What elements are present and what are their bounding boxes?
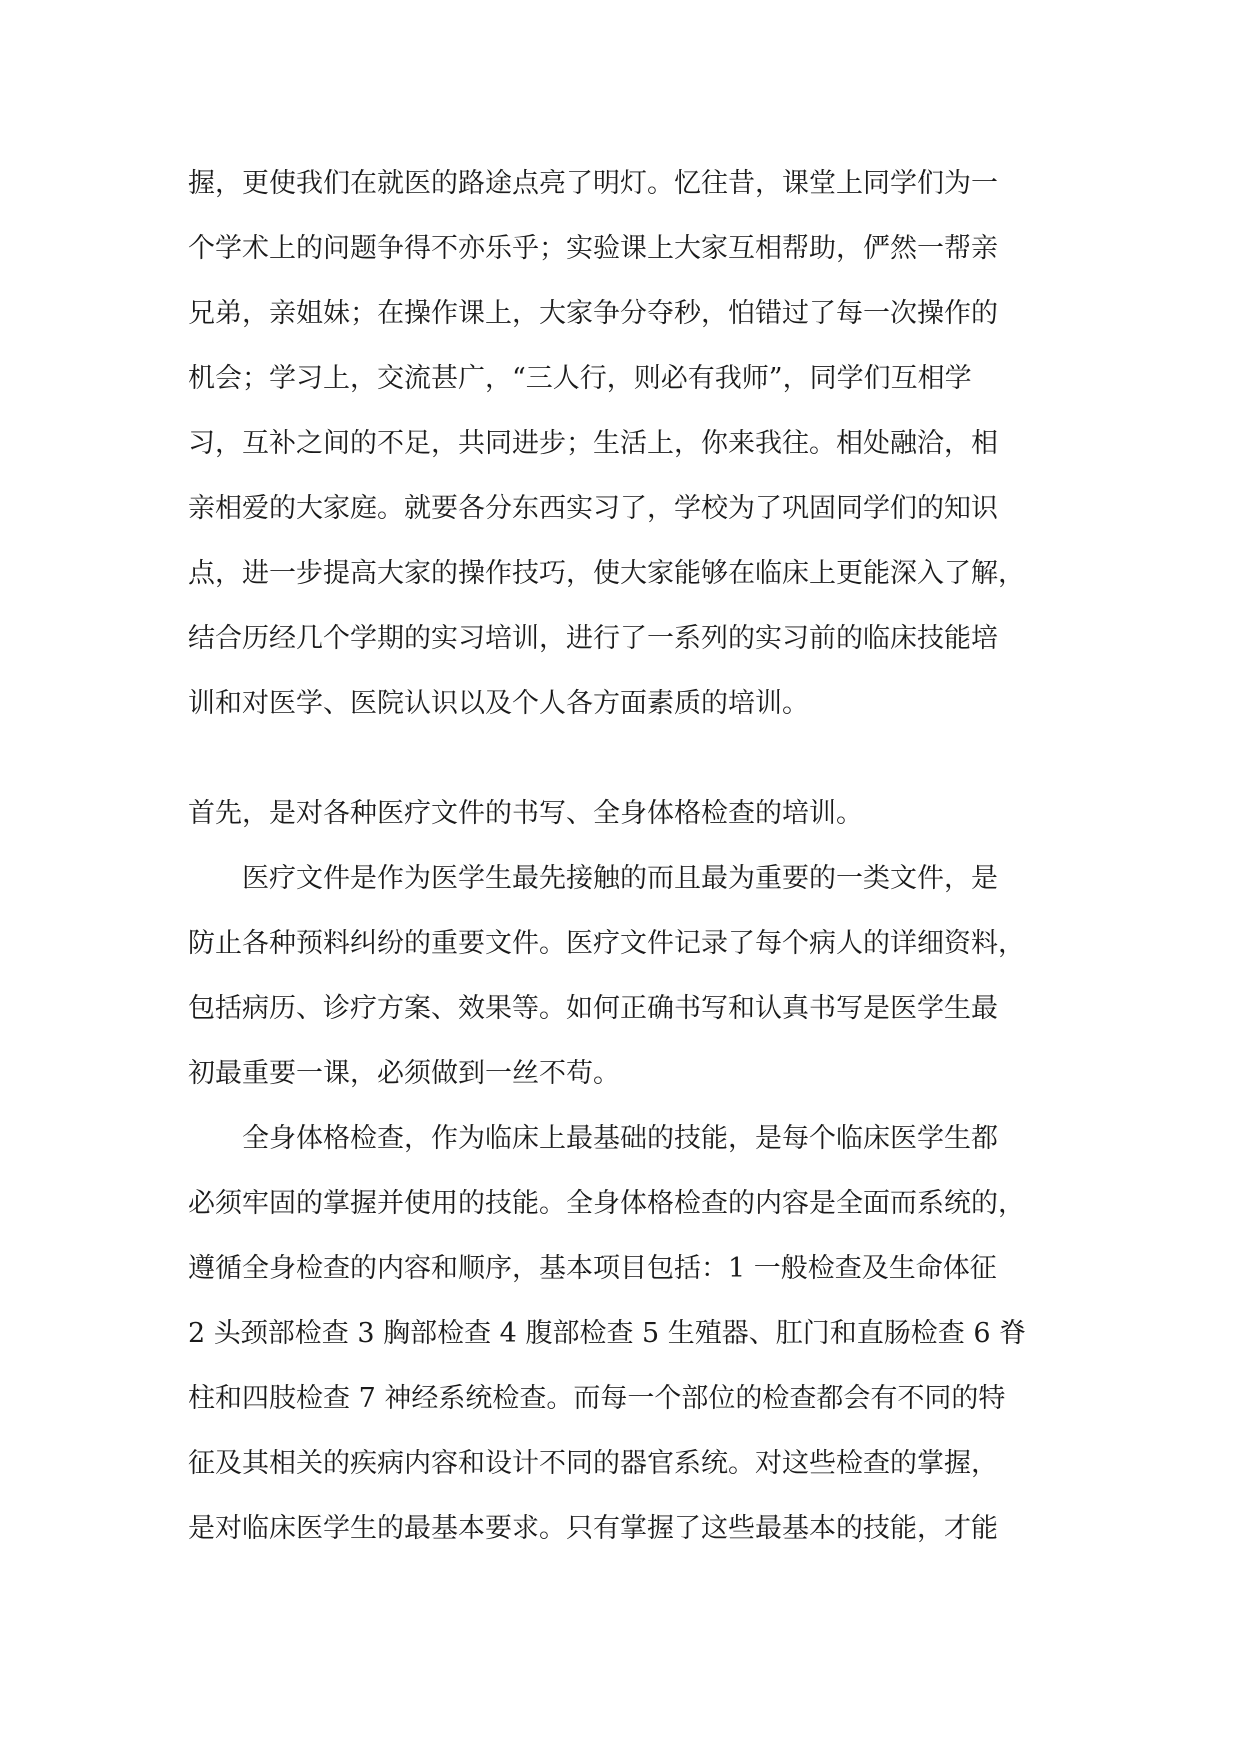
paragraph-2-line: 防止各种预料纠纷的重要文件。医疗文件记录了每个病人的详细资料，: [188, 928, 1025, 959]
paragraph-1-line: 个学术上的问题争得不亦乐乎；实验课上大家互相帮助，俨然一帮亲: [188, 233, 998, 264]
paragraph-2-line: 遵循全身检查的内容和顺序，基本项目包括：1 一般检查及生命体征: [188, 1253, 997, 1284]
paragraph-2-line: 初最重要一课，必须做到一丝不苟。: [188, 1058, 620, 1089]
paragraph-1-line: 机会；学习上，交流甚广，“三人行，则必有我师”，同学们互相学: [188, 363, 972, 394]
paragraph-2-line: 是对临床医学生的最基本要求。只有掌握了这些最基本的技能，才能: [188, 1513, 998, 1544]
paragraph-2: [188, 781, 1058, 1561]
paragraph-2-line: 2 头颈部检查 3 胸部检查 4 腹部检查 5 生殖器、肛门和直肠检查 6 脊: [188, 1318, 1027, 1349]
paragraph-2-line: 柱和四肢检查 7 神经系统检查。而每一个部位的检查都会有不同的特: [188, 1383, 1006, 1414]
paragraph-1-line: 训和对医学、医院认识以及个人各方面素质的培训。: [188, 688, 809, 719]
paragraph-2-line: 医疗文件是作为医学生最先接触的而且最为重要的一类文件，是: [188, 863, 998, 894]
paragraph-1: [188, 151, 1058, 736]
section-heading: 首先，是对各种医疗文件的书写、全身体格检查的培训。: [188, 798, 863, 829]
paragraph-1-line: 结合历经几个学期的实习培训，进行了一系列的实习前的临床技能培: [188, 623, 998, 654]
paragraph-2-line: 必须牢固的掌握并使用的技能。全身体格检查的内容是全面而系统的，: [188, 1188, 1025, 1219]
paragraph-1-line: 握，更使我们在就医的路途点亮了明灯。忆往昔，课堂上同学们为一: [188, 168, 998, 199]
paragraph-2-line: 全身体格检查，作为临床上最基础的技能，是每个临床医学生都: [188, 1123, 998, 1154]
paragraph-1-line: 习，互补之间的不足，共同进步；生活上，你来我往。相处融洽，相: [188, 428, 998, 459]
paragraph-1-line: 点，进一步提高大家的操作技巧，使大家能够在临床上更能深入了解，: [188, 558, 1025, 589]
paragraph-1-line: 亲相爱的大家庭。就要各分东西实习了，学校为了巩固同学们的知识: [188, 493, 998, 524]
paragraph-2-line: 包括病历、诊疗方案、效果等。如何正确书写和认真书写是医学生最: [188, 993, 998, 1024]
paragraph-2-line: 征及其相关的疾病内容和设计不同的器官系统。对这些检查的掌握，: [188, 1448, 998, 1479]
paragraph-1-line: 兄弟，亲姐妹；在操作课上，大家争分夺秒，怕错过了每一次操作的: [188, 298, 998, 329]
